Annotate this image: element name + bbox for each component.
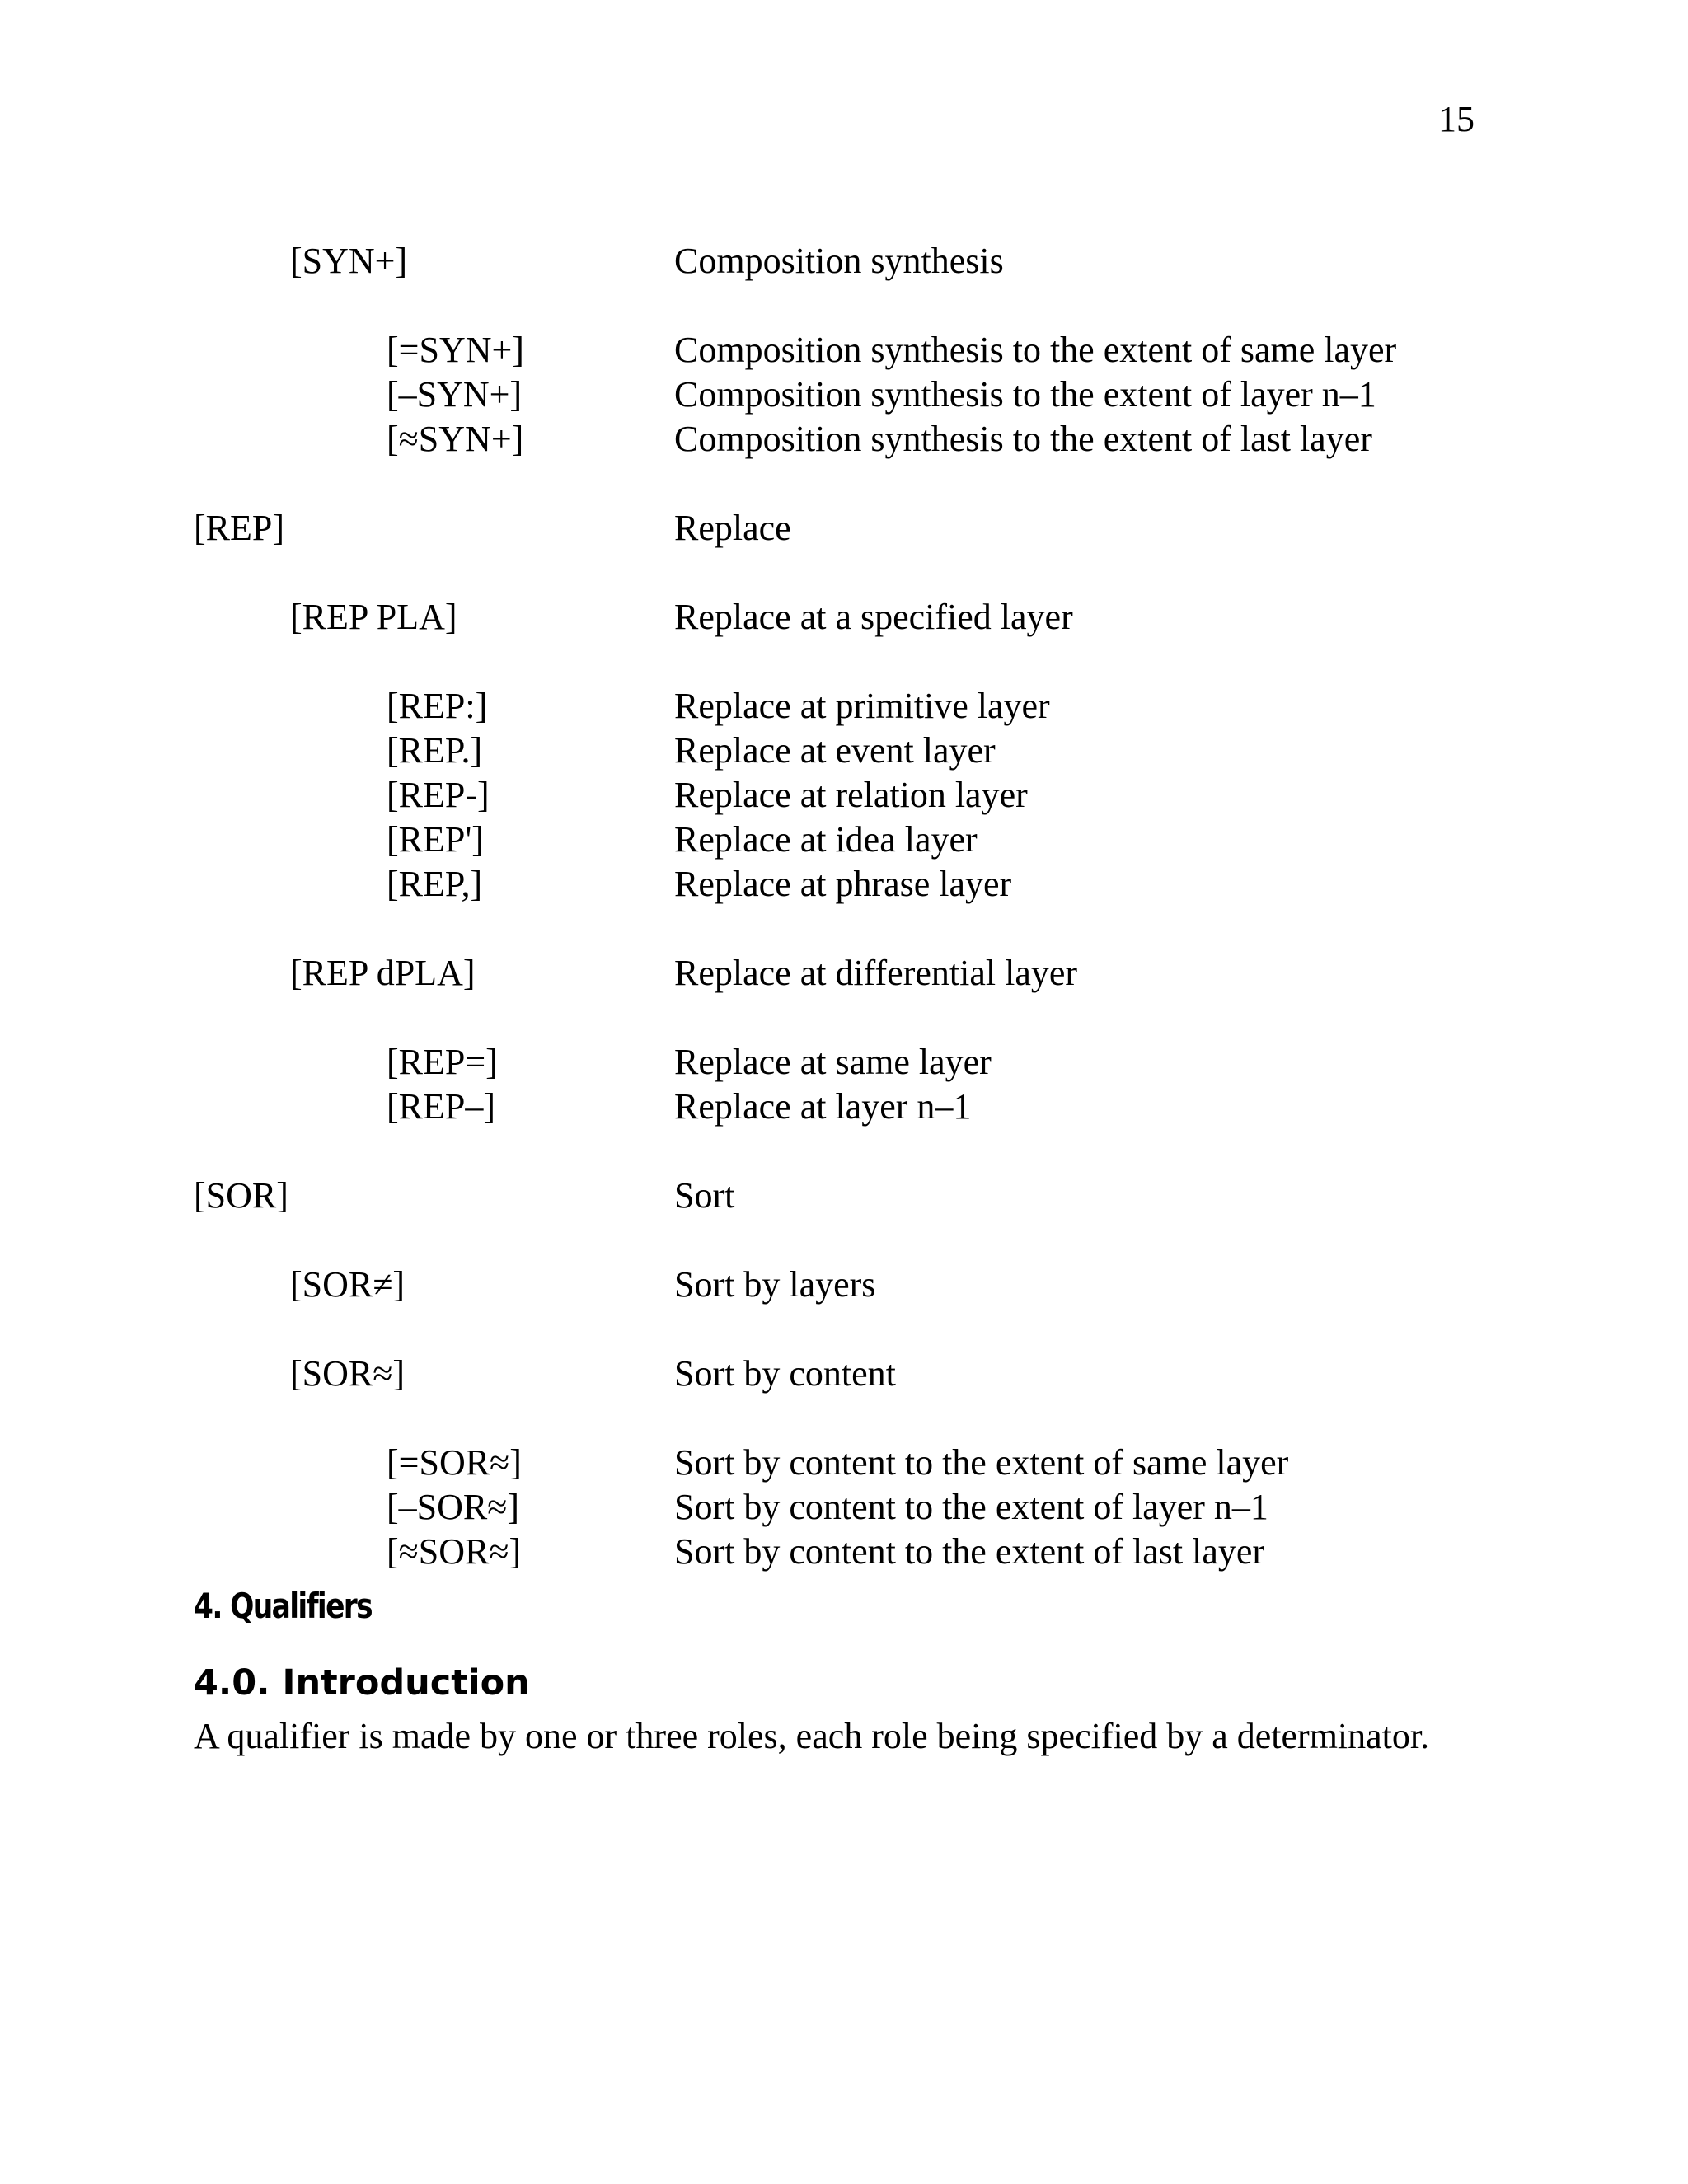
operator-code: [–SOR≈] bbox=[387, 1487, 520, 1527]
operator-code: [SOR≈] bbox=[290, 1353, 406, 1394]
operator-code: [SOR≠] bbox=[290, 1264, 406, 1305]
operator-description: Composition synthesis to the extent of last layer bbox=[674, 419, 1372, 459]
operator-description: Replace at idea layer bbox=[674, 819, 978, 860]
operator-description: Replace at a specified layer bbox=[674, 597, 1073, 637]
operator-description: Replace at primitive layer bbox=[674, 686, 1050, 726]
definition-row bbox=[0, 1530, 1688, 1574]
page-number: 15 bbox=[1438, 99, 1475, 139]
operator-code: [REP,] bbox=[387, 864, 483, 904]
operator-code: [–SYN+] bbox=[387, 374, 523, 415]
operator-code: [REP'] bbox=[387, 819, 484, 860]
definition-row bbox=[0, 417, 1688, 462]
definition-row bbox=[0, 729, 1688, 773]
operator-description: Replace at differential layer bbox=[674, 953, 1078, 993]
operator-description: Replace at same layer bbox=[674, 1042, 992, 1082]
definition-row bbox=[0, 818, 1688, 862]
operator-code: [≈SOR≈] bbox=[387, 1531, 522, 1572]
definition-row bbox=[0, 1441, 1688, 1485]
definition-row bbox=[0, 1174, 1688, 1218]
definition-row bbox=[0, 506, 1688, 551]
operator-code: [SOR] bbox=[194, 1175, 288, 1216]
operator-code: [SYN+] bbox=[290, 241, 408, 281]
operator-description: Composition synthesis to the extent of same layer bbox=[674, 330, 1397, 370]
operator-code: [REP-] bbox=[387, 775, 490, 815]
operator-description: Sort by content to the extent of same layer bbox=[674, 1442, 1289, 1483]
operator-description: Sort by content to the extent of layer n–1 bbox=[674, 1487, 1268, 1527]
operator-code: [REP–] bbox=[387, 1086, 495, 1127]
operator-code: [=SOR≈] bbox=[387, 1442, 522, 1483]
operator-code: [REP] bbox=[194, 508, 284, 548]
operator-description: Composition synthesis to the extent of layer n–1 bbox=[674, 374, 1376, 415]
section-heading: 4. Qualifiers bbox=[194, 1586, 372, 1626]
operator-description: Sort bbox=[674, 1175, 735, 1216]
operator-description: Sort by content bbox=[674, 1353, 896, 1394]
operator-description: Replace at event layer bbox=[674, 730, 996, 771]
definition-row bbox=[0, 239, 1688, 284]
operator-code: [≈SYN+] bbox=[387, 419, 524, 459]
subsection-heading: 4.0. Introduction bbox=[194, 1662, 530, 1704]
definition-row bbox=[0, 684, 1688, 729]
operator-code: [REP.] bbox=[387, 730, 483, 771]
operator-description: Sort by content to the extent of last layer bbox=[674, 1531, 1265, 1572]
definition-row bbox=[0, 773, 1688, 818]
definition-row bbox=[0, 328, 1688, 373]
definition-row bbox=[0, 1040, 1688, 1085]
operator-description: Replace at layer n–1 bbox=[674, 1086, 972, 1127]
operator-code: [REP:] bbox=[387, 686, 488, 726]
operator-description: Replace at phrase layer bbox=[674, 864, 1012, 904]
definition-row bbox=[0, 373, 1688, 417]
operator-code: [REP PLA] bbox=[290, 597, 457, 637]
definition-list bbox=[0, 239, 1688, 1574]
definition-row bbox=[0, 1352, 1688, 1396]
operator-description: Replace bbox=[674, 508, 791, 548]
operator-code: [REP=] bbox=[387, 1042, 498, 1082]
definition-row bbox=[0, 951, 1688, 996]
operator-code: [=SYN+] bbox=[387, 330, 524, 370]
definition-row bbox=[0, 595, 1688, 640]
operator-description: Sort by layers bbox=[674, 1264, 876, 1305]
definition-row bbox=[0, 862, 1688, 907]
definition-row bbox=[0, 1085, 1688, 1129]
definition-row bbox=[0, 1263, 1688, 1307]
operator-description: Replace at relation layer bbox=[674, 775, 1028, 815]
body-paragraph: A qualifier is made by one or three roles, each role being specified by a determinator. bbox=[194, 1716, 1430, 1756]
definition-row bbox=[0, 1485, 1688, 1530]
operator-description: Composition synthesis bbox=[674, 241, 1004, 281]
operator-code: [REP dPLA] bbox=[290, 953, 476, 993]
